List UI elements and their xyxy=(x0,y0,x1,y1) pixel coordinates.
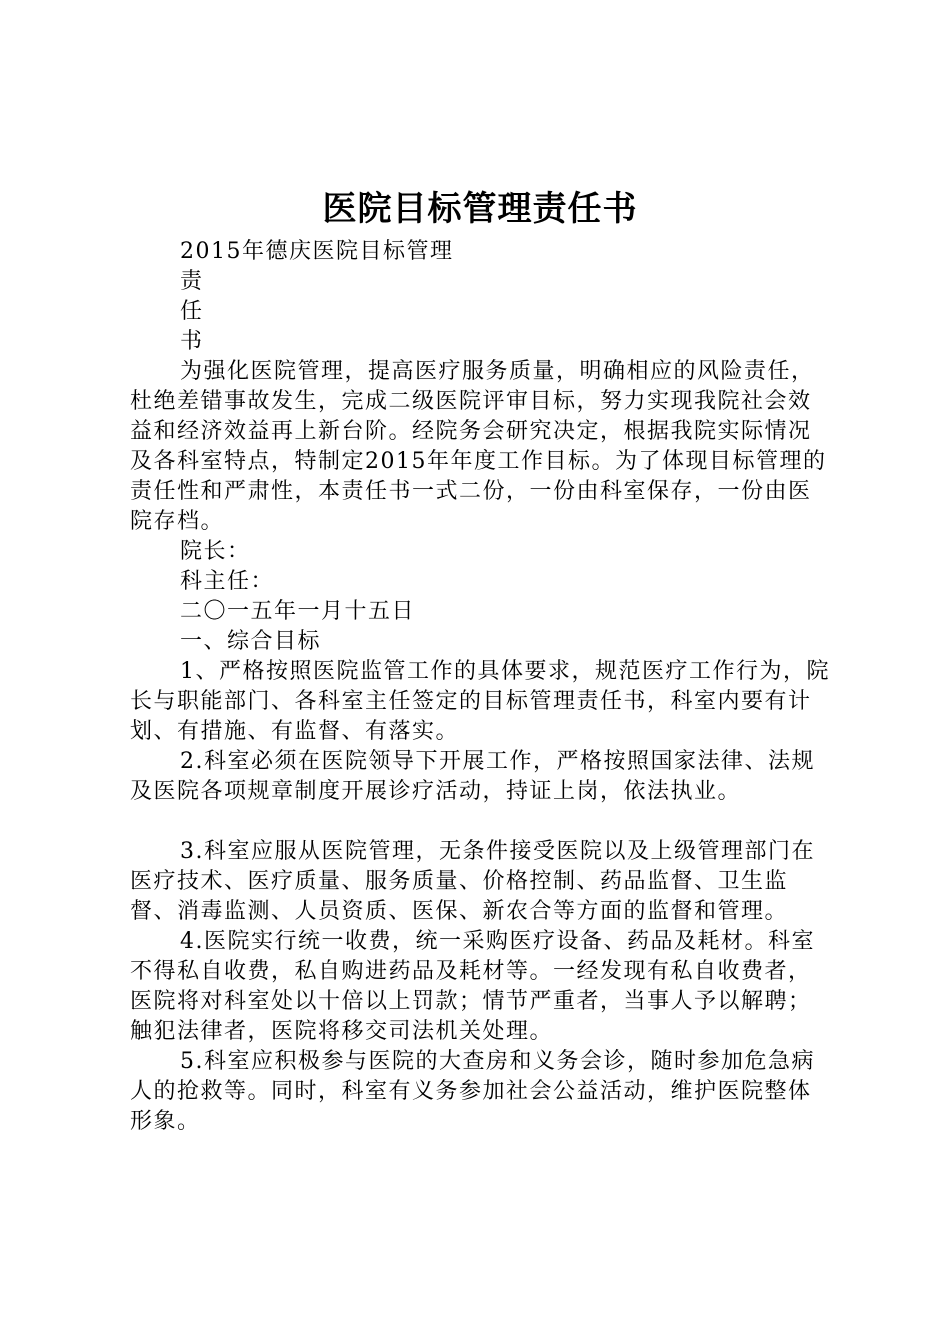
document-title: 医院目标管理责任书 xyxy=(322,189,638,229)
signature-director: 科主任： xyxy=(180,569,275,594)
intro-paragraph: 为强化医院管理，提高医疗服务质量，明确相应的风险责任，杜绝差错事故发生，完成二级医院评审目标，努力实现我院社会效益和经济效益再上新台阶。经院务会研究决定，根据我院实际情况及各科室特点，特制定2015年年度工作目标。为了体现目标管理的责任性和严肃性，本责任书一式二份，一份由科室保存，一份由医院存档。 xyxy=(130,359,827,534)
goal-item-2: 2.科室必须在医院领导下开展工作，严格按照国家法律、法规及医院各项规章制度开展诊疗活动，持证上岗，依法执业。 xyxy=(130,749,815,804)
document-page xyxy=(130,185,830,1137)
paragraph-spacer xyxy=(130,807,830,837)
section-heading: 一、综合目标 xyxy=(180,629,322,654)
vertical-char-3: 书 xyxy=(180,329,204,354)
document-subtitle: 2015年德庆医院目标管理 xyxy=(180,239,454,264)
vertical-char-2: 任 xyxy=(180,299,204,324)
signature-dean: 院长： xyxy=(180,539,251,564)
goal-item-4: 4.医院实行统一收费，统一采购医疗设备、药品及耗材。科室不得私自收费，私自购进药品及耗材等。一经发现有私自收费者，医院将对科室处以十倍以上罚款；情节严重者，当事人予以解聘；触犯法律者，医院将移交司法机关处理。 xyxy=(130,929,815,1044)
document-date: 二〇一五年一月十五日 xyxy=(180,599,416,624)
vertical-char-1: 责 xyxy=(180,269,204,294)
goal-item-3: 3.科室应服从医院管理，无条件接受医院以及上级管理部门在医疗技术、医疗质量、服务质量、价格控制、药品监督、卫生监督、消毒监测、人员资质、医保、新农合等方面的监督和管理。 xyxy=(130,839,815,924)
goal-item-1: 1、严格按照医院监管工作的具体要求，规范医疗工作行为，院长与职能部门、各科室主任签定的目标管理责任书，科室内要有计划、有措施、有监督、有落实。 xyxy=(130,659,830,744)
goal-item-5: 5.科室应积极参与医院的大查房和义务会诊，随时参加危急病人的抢救等。同时，科室有义务参加社会公益活动，维护医院整体形象。 xyxy=(130,1049,815,1134)
